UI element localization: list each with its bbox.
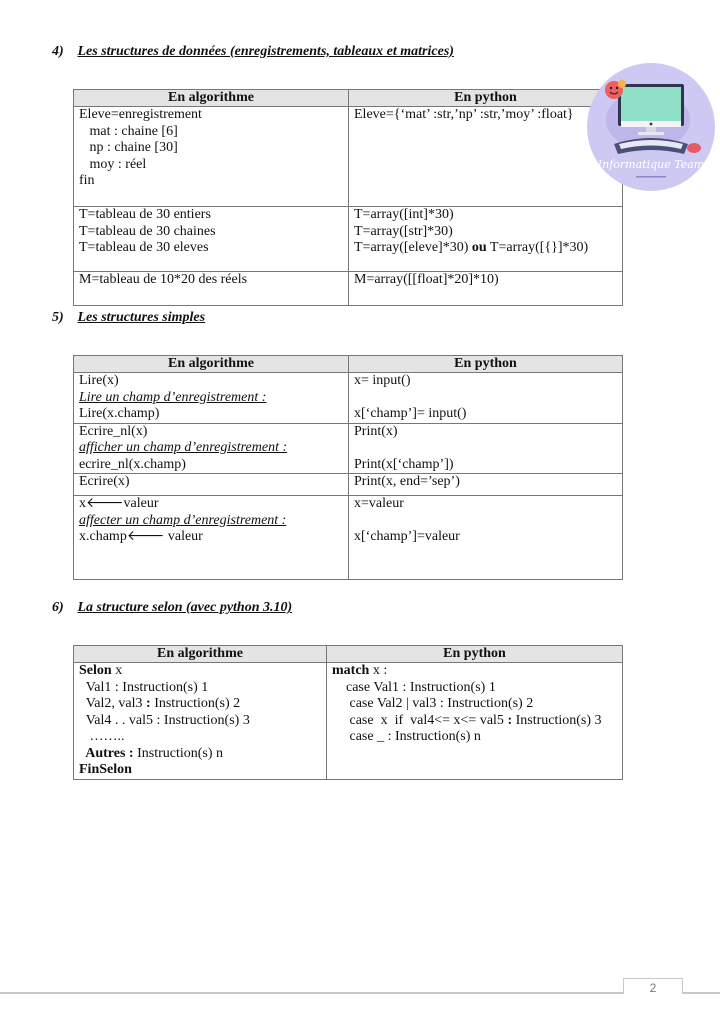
python-cell	[349, 207, 623, 272]
code-fragment: Instruction(s) 3	[512, 712, 602, 728]
algo-cell	[74, 373, 349, 424]
blank-line	[354, 390, 622, 407]
table-row	[74, 496, 623, 580]
code-line: Ecrire_nl(x)	[79, 423, 148, 439]
keyword-ou: ou	[471, 240, 487, 255]
keyword-autres: Autres :	[79, 745, 134, 761]
comment-line: Lire un champ d’enregistrement :	[79, 389, 267, 405]
table-header-row	[74, 646, 623, 663]
code-line	[332, 713, 622, 730]
section-title-text: Les structures de données (enregistrements, tableaux et matrices)	[77, 44, 454, 59]
code-fragment: Instruction(s) 2	[150, 696, 241, 711]
code-fragment: T=array([eleve]*30)	[354, 240, 472, 255]
code-line: x=valeur	[354, 496, 404, 511]
code-line: Lire(x)	[79, 373, 119, 388]
section-title-6	[52, 600, 292, 616]
code-line: Eleve=enregistrement	[79, 107, 202, 122]
code-line	[79, 663, 326, 680]
header-python: En python	[349, 356, 623, 373]
code-line: case Val2 | val3 : Instruction(s) 2	[332, 696, 534, 711]
table-row	[74, 272, 623, 306]
code-line: Eleve={‘mat’ :str,’np’ :str,’moy’ :float}	[354, 107, 574, 122]
code-line: Print(x, end=’sep’)	[354, 474, 460, 489]
code-line: Val4 . . val5 : Instruction(s) 3	[79, 712, 250, 728]
code-line	[332, 663, 622, 680]
simple-structures-table	[73, 355, 623, 580]
code-line: Print(x[‘champ’])	[354, 456, 454, 472]
footer-divider	[0, 992, 720, 994]
algo-cell	[74, 423, 349, 474]
code-line: x.champ🡐 valeur	[79, 529, 203, 544]
algo-cell	[74, 663, 327, 780]
table-row	[74, 663, 623, 780]
section-title-5	[52, 310, 205, 326]
table-row	[74, 474, 623, 496]
code-line: x[‘champ’]= input()	[354, 406, 467, 421]
header-algorithm: En algorithme	[74, 90, 349, 107]
section-number: 5)	[52, 310, 64, 325]
section-title-text: Les structures simples	[77, 310, 206, 325]
code-fragment: :	[146, 696, 151, 711]
table-row	[74, 207, 623, 272]
code-line	[79, 696, 326, 713]
code-line: M=tableau de 10*20 des réels	[79, 272, 248, 287]
data-structures-table	[73, 89, 623, 306]
code-line: Ecrire(x)	[79, 474, 130, 489]
code-line	[79, 746, 326, 763]
comment-line: affecter un champ d’enregistrement :	[79, 512, 287, 528]
blank-line	[354, 513, 622, 530]
code-fragment: Val2, val3	[79, 696, 147, 711]
code-line: x= input()	[354, 373, 411, 388]
code-line: Print(x)	[354, 423, 398, 439]
keyword-finselon: FinSelon	[79, 762, 132, 777]
code-line: case Val1 : Instruction(s) 1	[332, 679, 496, 695]
code-fragment: case x if val4<= x<= val5	[332, 712, 508, 728]
code-line: T=tableau de 30 eleves	[79, 240, 209, 255]
code-line: mat : chaine [6]	[79, 123, 178, 139]
header-python: En python	[349, 90, 623, 107]
table-row	[74, 107, 623, 207]
code-line: x[‘champ’]=valeur	[354, 529, 460, 544]
section-title-4	[52, 44, 454, 60]
algo-cell	[74, 474, 349, 496]
code-fragment: :	[507, 712, 513, 728]
code-line: M=array([[float]*20]*10)	[354, 272, 499, 287]
algo-cell	[74, 496, 349, 580]
python-cell	[349, 373, 623, 424]
table-row	[74, 373, 623, 424]
table-header-row	[74, 90, 623, 107]
selon-structure-table	[73, 645, 623, 780]
python-cell	[349, 107, 623, 207]
code-fragment: Instruction(s) n	[133, 745, 224, 761]
python-cell	[349, 496, 623, 580]
code-fragment: T=array([{}]*30)	[486, 240, 589, 255]
code-line: moy : réel	[79, 156, 147, 172]
python-cell	[349, 272, 623, 306]
code-line: T=tableau de 30 chaines	[79, 223, 216, 239]
code-line: case _ : Instruction(s) n	[332, 729, 481, 744]
comment-line: afficher un champ d’enregistrement :	[79, 440, 288, 455]
section-title-text: La structure selon (avec python 3.10)	[77, 600, 293, 615]
algo-cell	[74, 107, 349, 207]
computer-logo-icon	[586, 62, 716, 192]
code-line: ecrire_nl(x.champ)	[79, 456, 186, 472]
algo-cell	[74, 207, 349, 272]
code-line: T=array([int]*30)	[354, 207, 454, 222]
algo-cell	[74, 272, 349, 306]
table-row	[74, 423, 623, 474]
code-line: T=tableau de 30 entiers	[79, 207, 211, 222]
code-line: fin	[79, 173, 95, 188]
team-logo	[586, 62, 716, 192]
header-python: En python	[327, 646, 623, 663]
code-fragment: x :	[369, 663, 388, 678]
code-line: T=array([str]*30)	[354, 223, 453, 239]
python-cell	[349, 474, 623, 496]
code-line: np : chaine [30]	[79, 140, 178, 155]
code-line: ……..	[79, 729, 125, 744]
python-cell	[327, 663, 623, 780]
python-cell	[349, 423, 623, 474]
keyword-selon: Selon	[79, 663, 112, 678]
section-number: 6)	[52, 600, 64, 615]
header-algorithm: En algorithme	[74, 356, 349, 373]
header-algorithm: En algorithme	[74, 646, 327, 663]
code-line: Val1 : Instruction(s) 1	[79, 679, 209, 695]
logo-text: Informatique Team	[597, 158, 705, 171]
keyword-match: match	[332, 663, 370, 678]
code-line: x🡐valeur	[79, 496, 159, 511]
code-line: Lire(x.champ)	[79, 406, 160, 421]
table-header-row	[74, 356, 623, 373]
blank-line	[354, 440, 622, 457]
code-fragment: x	[111, 663, 123, 678]
code-line	[354, 240, 622, 257]
page-number: 2	[623, 978, 683, 994]
section-number: 4)	[52, 44, 64, 59]
